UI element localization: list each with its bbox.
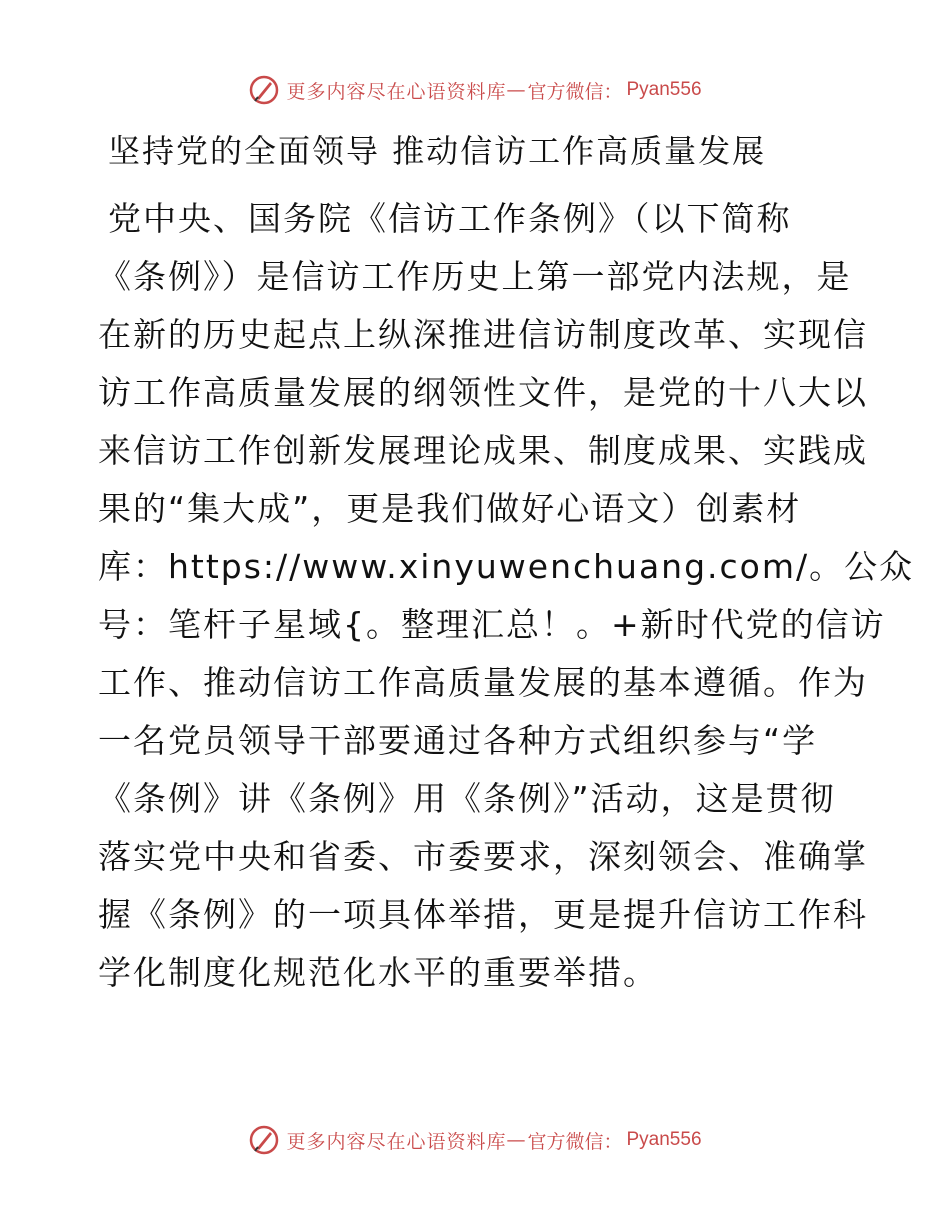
banner-separator: —	[506, 1129, 526, 1151]
footer-banner	[0, 1120, 950, 1160]
body-line: 号：笔杆子星域{。整理汇总！。+新时代党的信访	[98, 605, 886, 644]
body-line: 在新的历史起点上纵深推进信访制度改革、实现信	[98, 315, 868, 354]
document-body	[98, 190, 915, 1002]
body-line: 握《条例》的一项具体举措，更是提升信访工作科	[98, 895, 868, 934]
body-line: 《条例》）是信访工作历史上第一部党内法规，是	[98, 257, 852, 296]
body-line: 访工作高质量发展的纲领性文件，是党的十八大以	[98, 373, 868, 412]
wechat-id: Pyan556	[626, 79, 702, 100]
wechat-id: Pyan556	[626, 1129, 702, 1150]
banner-text: 更多内容尽在心语资料库	[286, 80, 507, 103]
body-line: 一名党员领导干部要通过各种方式组织参与“学	[98, 721, 818, 760]
body-line: 学化制度化规范化水平的重要举措。	[98, 953, 658, 992]
document-title: 坚持党的全面领导 推动信访工作高质量发展	[108, 132, 767, 170]
body-line: 来信访工作创新发展理论成果、制度成果、实践成	[98, 431, 868, 470]
body-line: 党中央、国务院《信访工作条例》（以下简称	[108, 199, 792, 238]
header-banner	[0, 70, 950, 110]
body-line: 《条例》讲《条例》用《条例》”活动，这是贯彻	[98, 779, 836, 818]
body-line: 果的“集大成”，更是我们做好心语文）创素材	[98, 489, 802, 528]
body-line: 落实党中央和省委、市委要求，深刻领会、准确掌	[98, 837, 868, 876]
banner-separator: —	[506, 79, 526, 101]
body-line: 库：https://www.xinyuwenchuang.com/。公众	[98, 547, 915, 586]
quill-logo-icon	[248, 74, 280, 106]
quill-logo-icon	[248, 1124, 280, 1156]
wechat-label: 官方微信：	[527, 1130, 623, 1153]
banner-text: 更多内容尽在心语资料库	[286, 1130, 507, 1153]
wechat-label: 官方微信：	[527, 80, 623, 103]
body-line: 工作、推动信访工作高质量发展的基本遵循。作为	[98, 663, 868, 702]
